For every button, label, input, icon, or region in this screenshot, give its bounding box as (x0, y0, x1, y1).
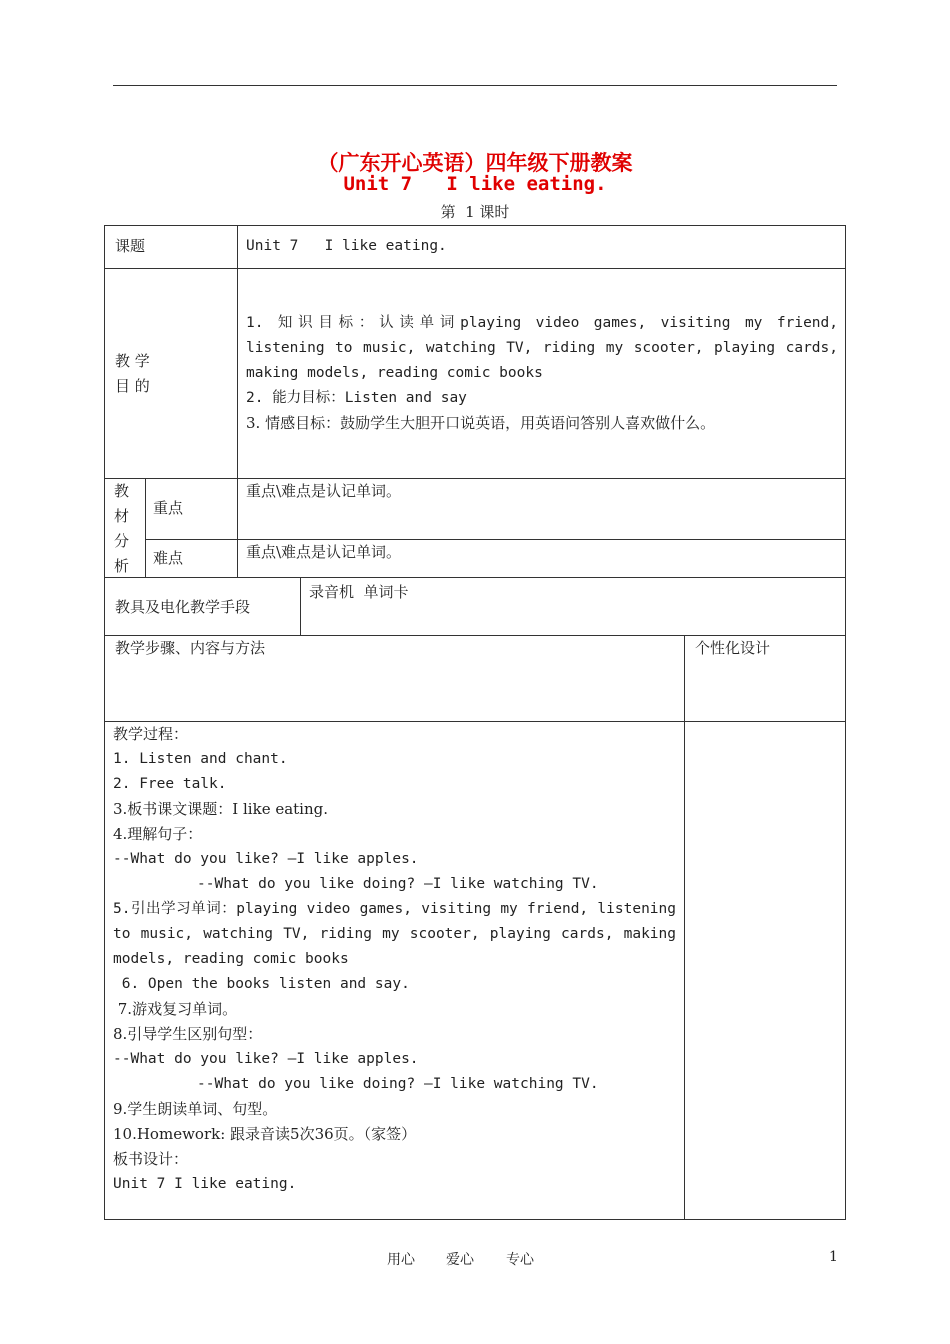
process-dialog-1b: --What do you like doing? –I like watching TV. (197, 876, 599, 892)
goal-ability: 2. 能力目标：Listen and say (246, 390, 467, 406)
lesson-number: 第 1 课时 (440, 203, 510, 221)
document-subtitle: Unit 7 I like eating. (343, 173, 607, 195)
personal-label: 个性化设计 (695, 639, 771, 657)
difficult-label: 难点 (153, 549, 184, 567)
tools-label-cell (104, 577, 301, 636)
key-value-cell (237, 478, 846, 540)
personal-design-cell (684, 721, 846, 1220)
process-dialog-1a: --What do you like? –I like apples. (113, 851, 419, 867)
process-dialog-2b: --What do you like doing? –I like watching TV. (197, 1076, 599, 1092)
tools-value: 录音机 单词卡 (309, 583, 409, 601)
topic-label: 课题 (115, 237, 146, 255)
topic-value: Unit 7 I like eating. (246, 238, 447, 254)
goals-label-line2: 目 的 (115, 377, 150, 395)
process-step-6: 6. Open the books listen and say. (113, 976, 410, 992)
document-title: （广东开心英语）四年级下册教案 (317, 151, 633, 175)
steps-label-cell (104, 635, 685, 722)
process-step-5: 5.引出学习单词：playing video games, visiting my friend, listening to music, watching TV, riding my scooter, playing cards, making models, reading comic books (113, 901, 676, 967)
page-number: 1 (829, 1249, 838, 1265)
tools-value-cell (300, 577, 846, 636)
goal-knowledge: 1. 知识目标：认读单词playing video games, visiting my friend, listening to music, watching TV, riding my scooter, playing cards, making models, reading comic books (246, 315, 838, 381)
difficult-value-cell (237, 539, 846, 578)
difficult-value: 重点\难点是认记单词。 (246, 543, 402, 561)
topic-value-cell (237, 225, 846, 269)
board-design-value: Unit 7 I like eating. (113, 1176, 297, 1192)
analysis-char-2: 材 (114, 507, 130, 525)
goals-label-cell (104, 268, 238, 479)
analysis-char-4: 析 (114, 557, 130, 575)
process-step-2: 2. Free talk. (113, 776, 227, 792)
board-design-label: 板书设计： (113, 1150, 189, 1168)
process-heading: 教学过程： (113, 725, 189, 743)
footer-word-3: 专心 (506, 1252, 534, 1268)
personal-label-cell (684, 635, 846, 722)
process-step-1: 1. Listen and chant. (113, 751, 288, 767)
key-label: 重点 (153, 499, 184, 517)
goal-emotion: 3. 情感目标：鼓励学生大胆开口说英语，用英语问答别人喜欢做什么。 (246, 414, 716, 432)
tools-label: 教具及电化教学手段 (115, 598, 251, 616)
process-step-3: 3.板书课文课题：I like eating. (113, 800, 329, 818)
topic-label-cell (104, 225, 238, 269)
process-cell (104, 721, 685, 1220)
process-step-4: 4.理解句子： (113, 825, 203, 843)
analysis-char-1: 教 (114, 482, 130, 500)
process-step-10: 10.Homework: 跟录音读5次36页。（家签） (113, 1125, 417, 1143)
key-label-cell (145, 478, 238, 540)
analysis-label-cell (104, 478, 146, 578)
steps-label: 教学步骤、内容与方法 (115, 639, 266, 657)
footer-word-1: 用心 (387, 1252, 415, 1268)
header-rule (113, 85, 837, 86)
footer-word-2: 爱心 (446, 1252, 474, 1268)
process-step-7: 7.游戏复习单词。 (113, 1000, 238, 1018)
goals-value-cell (237, 268, 846, 479)
process-step-9: 9.学生朗读单词、句型。 (113, 1100, 278, 1118)
process-dialog-2a: --What do you like? –I like apples. (113, 1051, 419, 1067)
goals-label-line1: 教 学 (115, 352, 150, 370)
analysis-char-3: 分 (114, 532, 130, 550)
process-step-8: 8.引导学生区别句型： (113, 1025, 263, 1043)
key-value: 重点\难点是认记单词。 (246, 482, 402, 500)
difficult-label-cell (145, 539, 238, 578)
